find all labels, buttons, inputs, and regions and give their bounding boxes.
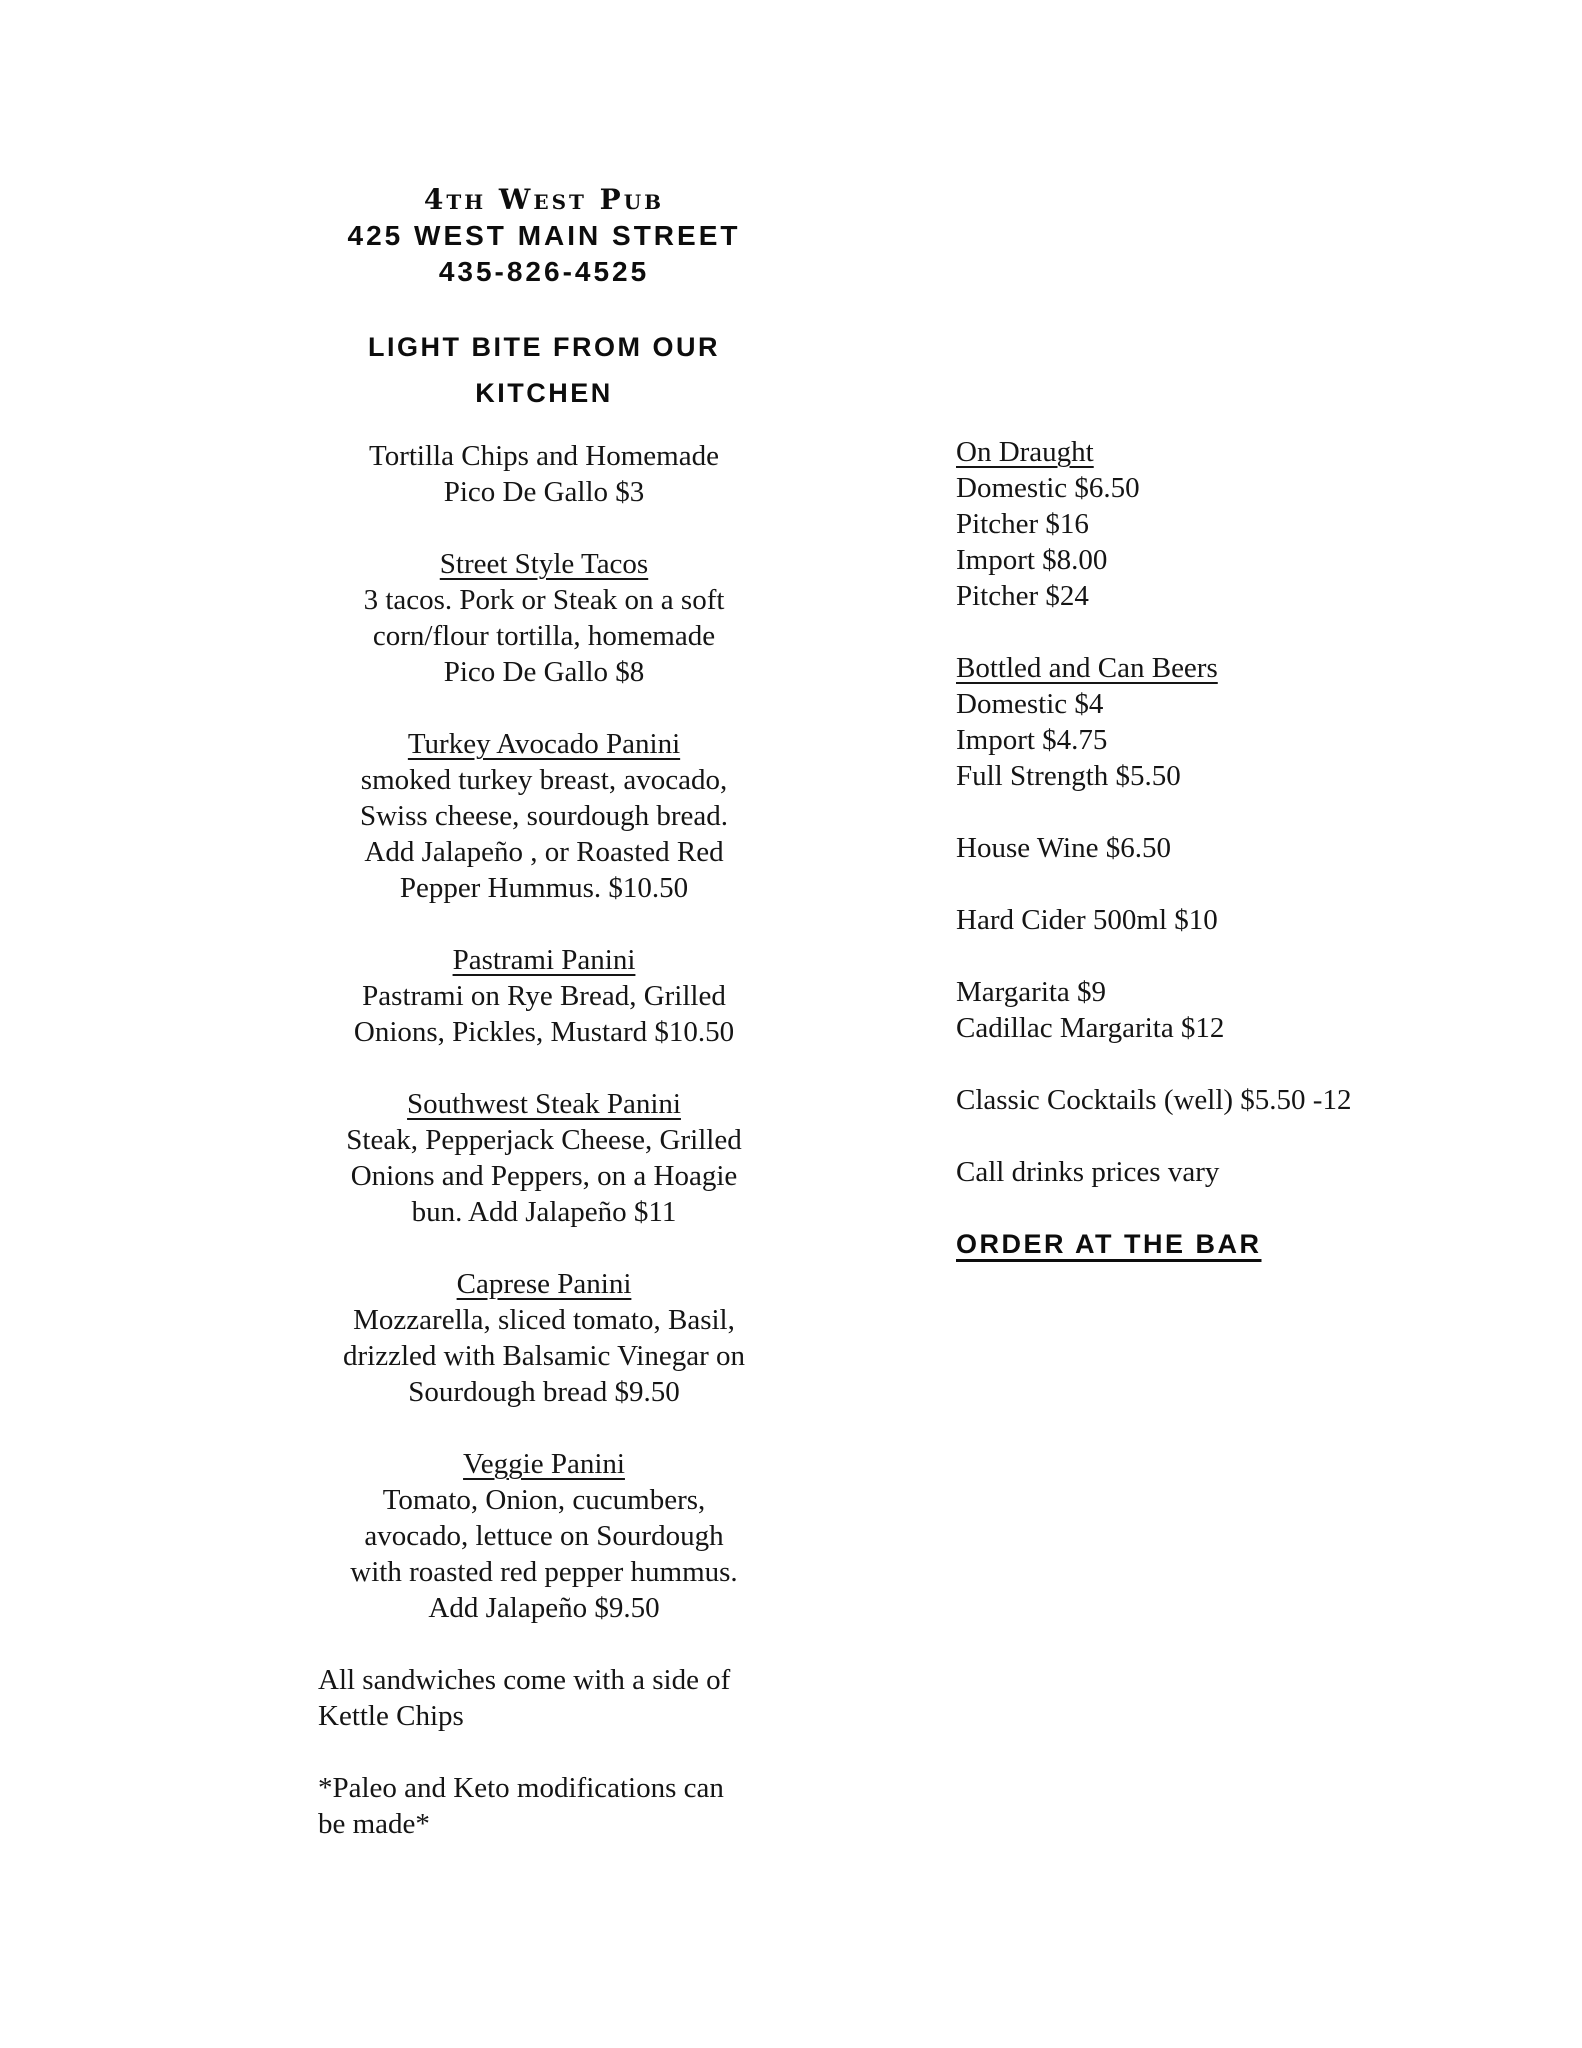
- order-at-bar-heading: ORDER AT THE BAR: [956, 1229, 1262, 1259]
- kitchen-column: [318, 182, 770, 1878]
- menu-item-line: Pepper Hummus. $10.50: [399, 872, 689, 904]
- menu-item-line: Tomato, Onion, cucumbers,: [382, 1484, 706, 1516]
- menu-item-line: bun. Add Jalapeño $11: [411, 1196, 677, 1228]
- menu-item-title: Southwest Steak Panini: [407, 1088, 681, 1120]
- bar-section-line: Import $8.00: [956, 544, 1108, 576]
- menu-item-line: Sourdough bread $9.50: [408, 1376, 680, 1408]
- bar-section: [956, 830, 1456, 866]
- menu-item-line: drizzled with Balsamic Vinegar on: [343, 1340, 745, 1372]
- bar-sections: [956, 434, 1456, 1190]
- menu-item-line: corn/flour tortilla, homemade: [372, 620, 716, 652]
- menu-item-line: smoked turkey breast, avocado,: [360, 764, 728, 796]
- menu-item: [318, 726, 770, 906]
- menu-item: [318, 1446, 770, 1626]
- menu-item-line: Onions, Pickles, Mustard $10.50: [353, 1016, 735, 1048]
- kitchen-notes: [318, 1662, 770, 1842]
- bar-section: [956, 902, 1456, 938]
- menu-item-title: Pastrami Panini: [452, 944, 636, 976]
- pub-title: 4th West Pub: [423, 183, 665, 216]
- bar-section-line: Domestic $6.50: [956, 472, 1140, 504]
- menu-item: [318, 1266, 770, 1410]
- bar-section-line: Full Strength $5.50: [956, 760, 1181, 792]
- menu-item-line: with roasted red pepper hummus.: [350, 1556, 738, 1588]
- menu-item-title: Turkey Avocado Panini: [407, 728, 681, 760]
- menu-note-line: Kettle Chips: [318, 1700, 464, 1732]
- menu-item-line: Add Jalapeño $9.50: [428, 1592, 660, 1624]
- menu-item-line: Pico De Gallo $3: [443, 476, 645, 508]
- bar-section-line: House Wine $6.50: [956, 832, 1171, 864]
- menu-item-line: Swiss cheese, sourdough bread.: [359, 800, 729, 832]
- bar-section: [956, 974, 1456, 1046]
- pub-address: 425 WEST MAIN STREET: [347, 220, 741, 251]
- menu-item-title: Veggie Panini: [463, 1448, 625, 1480]
- menu-item-title: Caprese Panini: [456, 1268, 632, 1300]
- menu-note-line: *Paleo and Keto modifications can: [318, 1772, 724, 1804]
- pub-phone: 435-826-4525: [438, 256, 650, 287]
- menu-item: [318, 942, 770, 1050]
- menu-item-line: Steak, Pepperjack Cheese, Grilled: [346, 1124, 742, 1156]
- menu-item-line: Add Jalapeño , or Roasted Red: [364, 836, 724, 868]
- menu-item-line: avocado, lettuce on Sourdough: [364, 1520, 724, 1552]
- bar-section-line: Call drinks prices vary: [956, 1156, 1220, 1188]
- menu-item-title: Street Style Tacos: [439, 548, 649, 580]
- menu-item: [318, 546, 770, 690]
- menu-item-line: Onions and Peppers, on a Hoagie: [350, 1160, 738, 1192]
- bar-section-heading: On Draught: [956, 436, 1094, 468]
- kitchen-heading-line: LIGHT BITE FROM OUR: [368, 332, 720, 362]
- bar-section-heading: Bottled and Can Beers: [956, 652, 1218, 684]
- bar-section: [956, 434, 1456, 614]
- menu-note: [318, 1662, 770, 1734]
- bar-section-line: Pitcher $16: [956, 508, 1089, 540]
- bar-column: [956, 434, 1456, 1262]
- bar-section: [956, 1082, 1456, 1118]
- bar-section-line: Import $4.75: [956, 724, 1108, 756]
- bar-section-line: Pitcher $24: [956, 580, 1089, 612]
- menu-item: [318, 1086, 770, 1230]
- menu-item: [318, 438, 770, 510]
- menu-item-line: 3 tacos. Pork or Steak on a soft: [363, 584, 725, 616]
- bar-section-line: Hard Cider 500ml $10: [956, 904, 1218, 936]
- menu-item-line: Pico De Gallo $8: [443, 656, 645, 688]
- bar-section-line: Classic Cocktails (well) $5.50 -12: [956, 1084, 1352, 1116]
- menu-item-line: Tortilla Chips and Homemade: [369, 440, 719, 472]
- menu-note-line: All sandwiches come with a side of: [318, 1664, 731, 1696]
- menu-note: [318, 1770, 770, 1842]
- bar-section: [956, 650, 1456, 794]
- bar-section-line: Margarita $9: [956, 976, 1107, 1008]
- bar-section: [956, 1154, 1456, 1190]
- menu-item-line: Pastrami on Rye Bread, Grilled: [362, 980, 726, 1012]
- menu-item-line: Mozzarella, sliced tomato, Basil,: [353, 1304, 735, 1336]
- kitchen-heading: [318, 324, 770, 416]
- bar-section-line: Cadillac Margarita $12: [956, 1012, 1225, 1044]
- kitchen-items: [318, 438, 770, 1626]
- kitchen-heading-line: KITCHEN: [475, 378, 613, 408]
- menu-note-line: be made*: [318, 1808, 430, 1840]
- bar-section-line: Domestic $4: [956, 688, 1104, 720]
